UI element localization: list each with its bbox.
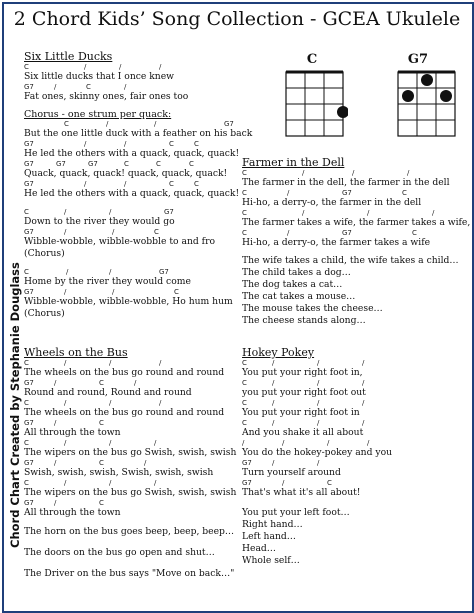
chord-symbol: /	[109, 208, 112, 216]
song-farmer-in-the-dell	[242, 156, 471, 327]
chord-symbol: /	[362, 359, 365, 367]
chord-symbol: /	[54, 419, 57, 427]
chord-symbol: /	[287, 189, 290, 197]
chord-symbol: C	[64, 120, 69, 128]
chord-symbol: G7	[56, 160, 66, 168]
chord-symbol: C	[154, 228, 159, 236]
chord-symbol: C	[242, 419, 247, 427]
chord-symbol: C	[86, 83, 91, 91]
chord-symbol: C	[99, 459, 104, 467]
chord-symbol: /	[159, 63, 162, 71]
chord-symbol: /	[54, 459, 57, 467]
lyric-line: The mouse takes the cheese…	[242, 303, 383, 314]
chorus-label: Chorus - one strum per quack:	[24, 109, 172, 120]
chord-chart-g7	[388, 52, 458, 142]
chord-line	[242, 229, 468, 237]
chord-line	[242, 439, 468, 447]
lyric-line: you put your right foot out	[242, 387, 366, 398]
chord-symbol: G7	[224, 120, 234, 128]
chord-line	[242, 189, 468, 197]
chord-line	[242, 419, 468, 427]
song-wheels-on-the-bus	[24, 346, 244, 589]
chord-symbol: G7	[24, 499, 34, 507]
lyric-line: Head…	[242, 543, 276, 554]
lyric-line: Swish, swish, swish, Swish, swish, swish	[24, 467, 214, 478]
chord-symbol: C	[194, 180, 199, 188]
chord-symbol: /	[109, 268, 112, 276]
chord-symbol: /	[272, 419, 275, 427]
lyric-line: Whole self…	[242, 555, 300, 566]
lyric-line: You put your right foot in	[242, 407, 360, 418]
chord-symbol: C	[169, 180, 174, 188]
chord-line	[242, 359, 468, 367]
chord-symbol: G7	[24, 379, 34, 387]
lyric-line: Home by the river they would come	[24, 276, 191, 287]
chord-name-g7: G7	[407, 52, 429, 67]
spacer	[24, 519, 244, 526]
chord-symbol: /	[159, 359, 162, 367]
chord-line	[242, 399, 468, 407]
spacer	[242, 499, 468, 507]
chord-symbol: C	[242, 399, 247, 407]
chord-symbol: /	[362, 419, 365, 427]
chord-symbol: /	[352, 169, 355, 177]
chord-symbol: /	[109, 359, 112, 367]
chord-symbol: /	[106, 120, 109, 128]
chord-symbol: /	[282, 439, 285, 447]
chord-symbol: C	[24, 208, 29, 216]
chord-symbol: C	[169, 140, 174, 148]
chord-line	[242, 479, 468, 487]
lyric-line: The wheels on the bus go round and round	[24, 367, 225, 378]
chord-symbol: /	[84, 180, 87, 188]
lyric-line: Wibble-wobble, wibble-wobble to and fro	[24, 236, 215, 247]
chord-symbol: C	[402, 189, 407, 197]
chord-line	[24, 160, 274, 168]
chord-symbol: /	[154, 479, 157, 487]
chord-symbol: /	[282, 479, 285, 487]
chord-symbol: /	[64, 439, 67, 447]
lyric-line: He led the others with a quack, quack, quack!	[24, 148, 240, 159]
chord-symbol: /	[64, 359, 67, 367]
chord-symbol: /	[242, 439, 245, 447]
lyric-line: Quack, quack, quack! quack, quack, quack!	[24, 168, 228, 179]
chord-line	[24, 228, 274, 236]
chord-symbol: C	[99, 379, 104, 387]
finger-dot	[402, 90, 414, 102]
lyric-line: And you shake it all about	[242, 427, 364, 438]
lyric-line: Wibble-wobble, wibble-wobble, Ho hum hum	[24, 296, 233, 307]
chord-symbol: /	[432, 209, 435, 217]
chord-symbol: G7	[24, 160, 34, 168]
chord-symbol: /	[317, 359, 320, 367]
chord-symbol: /	[367, 209, 370, 217]
chord-symbol: /	[66, 268, 69, 276]
song-hokey-pokey	[242, 346, 468, 567]
lyric-line: You put your left foot…	[242, 507, 350, 518]
chord-symbol: /	[134, 379, 137, 387]
chord-symbol: /	[272, 459, 275, 467]
chord-line	[24, 479, 244, 487]
chord-line	[24, 268, 274, 276]
chord-line	[24, 499, 244, 507]
lyric-line: The horn on the bus goes beep, beep, beep…	[24, 526, 235, 537]
chord-symbol: G7	[24, 459, 34, 467]
page-title: 2 Chord Kids’ Song Collection - GCEA Ukulele	[13, 8, 461, 30]
chord-line	[24, 419, 244, 427]
chord-name-c: C	[306, 52, 318, 67]
lyric-line: All through the town	[24, 427, 121, 438]
chord-symbol: C	[99, 419, 104, 427]
chord-line	[24, 359, 244, 367]
chord-line	[242, 169, 468, 177]
chord-symbol: /	[119, 63, 122, 71]
lyric-line: You do the hokey-pokey and you	[242, 447, 393, 458]
lyric-line: (Chorus)	[24, 248, 65, 259]
lyric-line: The wipers on the bus go Swish, swish, swish	[24, 447, 237, 458]
lyric-line: The farmer in the dell, the farmer in the dell	[242, 177, 450, 188]
chord-symbol: C	[242, 209, 247, 217]
chord-symbol: G7	[88, 160, 98, 168]
chord-symbol: /	[272, 379, 275, 387]
chord-symbol: G7	[24, 140, 34, 148]
chord-symbol: /	[154, 439, 157, 447]
lyric-line: (Chorus)	[24, 308, 65, 319]
finger-dot	[421, 74, 433, 86]
lyric-line: Turn yourself around	[242, 467, 341, 478]
spacer	[24, 200, 274, 208]
lyric-line: Fat ones, skinny ones, fair ones too	[24, 91, 189, 102]
lyric-line: The farmer takes a wife, the farmer takes a wife,	[242, 217, 471, 228]
chord-symbol: G7	[164, 208, 174, 216]
chord-symbol: G7	[24, 83, 34, 91]
chord-symbol: /	[144, 459, 147, 467]
chord-line	[24, 120, 274, 128]
song-title: Hokey Pokey	[242, 346, 315, 359]
lyric-line: But the one little duck with a feather on his back	[24, 128, 253, 139]
chord-grid-c	[284, 70, 348, 142]
chord-symbol: C	[412, 229, 417, 237]
chord-symbol: /	[327, 439, 330, 447]
chord-symbol: G7	[242, 459, 252, 467]
chord-symbol: /	[84, 63, 87, 71]
chord-symbol: /	[317, 459, 320, 467]
chord-symbol: /	[64, 479, 67, 487]
lyric-line: All through the town	[24, 507, 121, 518]
chord-line	[242, 459, 468, 467]
side-credit: Chord Chart Created by Stephanie Douglass	[8, 262, 22, 548]
chord-symbol: /	[109, 439, 112, 447]
chord-symbol: C	[242, 359, 247, 367]
lyric-line: The wife takes a child, the wife takes a child…	[242, 255, 459, 266]
chord-symbol: G7	[24, 288, 34, 296]
chord-symbol: /	[302, 169, 305, 177]
chord-line	[24, 180, 274, 188]
finger-dot	[337, 106, 348, 118]
chord-symbol: G7	[242, 479, 252, 487]
chord-line	[242, 209, 468, 217]
chord-symbol: /	[112, 228, 115, 236]
chord-grid-g7	[392, 70, 458, 142]
lyric-line: Down to the river they would go	[24, 216, 175, 227]
chord-symbol: /	[112, 288, 115, 296]
lyric-line: The Driver on the bus says "Move on back…"	[24, 568, 235, 579]
chord-symbol: /	[124, 140, 127, 148]
chord-symbol: /	[84, 140, 87, 148]
chord-symbol: /	[407, 169, 410, 177]
lyric-line: The cheese stands along…	[242, 315, 366, 326]
chord-line	[242, 379, 468, 387]
finger-dot	[440, 90, 452, 102]
lyric-line: The wipers on the bus go Swish, swish, swish	[24, 487, 237, 498]
lyric-line: He led the others with a quack, quack, quack!	[24, 188, 240, 199]
lyric-line: Hi-ho, a derry-o, the farmer in the dell	[242, 197, 422, 208]
chord-symbol: C	[174, 288, 179, 296]
chord-line	[24, 208, 274, 216]
chord-symbol: /	[367, 439, 370, 447]
lyric-line: You put your right foot in,	[242, 367, 363, 378]
lyric-line: Left hand…	[242, 531, 296, 542]
chord-symbol: C	[24, 268, 29, 276]
chord-symbol: C	[24, 399, 29, 407]
chord-line	[24, 379, 244, 387]
chord-symbol: /	[54, 83, 57, 91]
chord-symbol: /	[64, 288, 67, 296]
chord-symbol: C	[242, 379, 247, 387]
chord-line	[24, 288, 274, 296]
chord-symbol: /	[64, 228, 67, 236]
chord-symbol: C	[242, 189, 247, 197]
chord-symbol: /	[109, 479, 112, 487]
lyric-line: Six little ducks that I once knew	[24, 71, 175, 82]
chord-symbol: /	[317, 399, 320, 407]
chord-symbol: /	[362, 379, 365, 387]
chord-symbol: /	[54, 379, 57, 387]
chord-symbol: G7	[24, 419, 34, 427]
chord-line	[24, 439, 244, 447]
chord-symbol: /	[64, 208, 67, 216]
chord-symbol: C	[124, 160, 129, 168]
chord-symbol: /	[362, 399, 365, 407]
chord-symbol: C	[189, 160, 194, 168]
lyric-line: Hi-ho, a derry-o, the farmer takes a wife	[242, 237, 431, 248]
chord-symbol: C	[242, 229, 247, 237]
chord-symbol: /	[54, 499, 57, 507]
song-title: Six Little Ducks	[24, 50, 113, 63]
chord-symbol: C	[194, 140, 199, 148]
chord-symbol: /	[317, 419, 320, 427]
chord-symbol: C	[99, 499, 104, 507]
chord-symbol: /	[272, 399, 275, 407]
chord-symbol: G7	[342, 189, 352, 197]
lyric-line: Round and round, Round and round	[24, 387, 192, 398]
chord-symbol: C	[24, 359, 29, 367]
chord-symbol: C	[156, 160, 161, 168]
chord-symbol: /	[317, 379, 320, 387]
chord-symbol: C	[24, 439, 29, 447]
chord-symbol: /	[302, 209, 305, 217]
chord-symbol: /	[272, 359, 275, 367]
chord-symbol: G7	[342, 229, 352, 237]
chord-symbol: G7	[159, 268, 169, 276]
chord-symbol: C	[24, 63, 29, 71]
lyric-line: The doors on the bus go open and shut…	[24, 547, 215, 558]
chord-symbol: /	[124, 180, 127, 188]
lyric-line: The cat takes a mouse…	[242, 291, 356, 302]
chord-line	[24, 63, 274, 71]
chord-line	[24, 140, 274, 148]
chord-symbol: /	[124, 83, 127, 91]
chord-symbol: /	[64, 399, 67, 407]
chord-symbol: /	[159, 399, 162, 407]
lyric-line: That's what it's all about!	[242, 487, 361, 498]
chord-symbol: C	[24, 479, 29, 487]
song-six-little-ducks	[24, 50, 274, 320]
lyric-line: The wheels on the bus go round and round	[24, 407, 225, 418]
chord-line	[24, 459, 244, 467]
lyric-line: Right hand…	[242, 519, 303, 530]
chord-symbol: /	[287, 229, 290, 237]
chord-symbol: /	[154, 120, 157, 128]
chord-chart-c	[282, 52, 352, 142]
chord-line	[24, 399, 244, 407]
song-title: Wheels on the Bus	[24, 346, 128, 359]
chord-symbol: C	[327, 479, 332, 487]
song-title: Farmer in the Dell	[242, 156, 345, 169]
chord-symbol: /	[109, 399, 112, 407]
chord-symbol: G7	[24, 228, 34, 236]
lyric-line: The dog takes a cat…	[242, 279, 343, 290]
lyric-line: The child takes a dog…	[242, 267, 351, 278]
chord-symbol: C	[242, 169, 247, 177]
chord-line	[24, 83, 274, 91]
chord-symbol: G7	[24, 180, 34, 188]
spacer	[24, 260, 274, 268]
